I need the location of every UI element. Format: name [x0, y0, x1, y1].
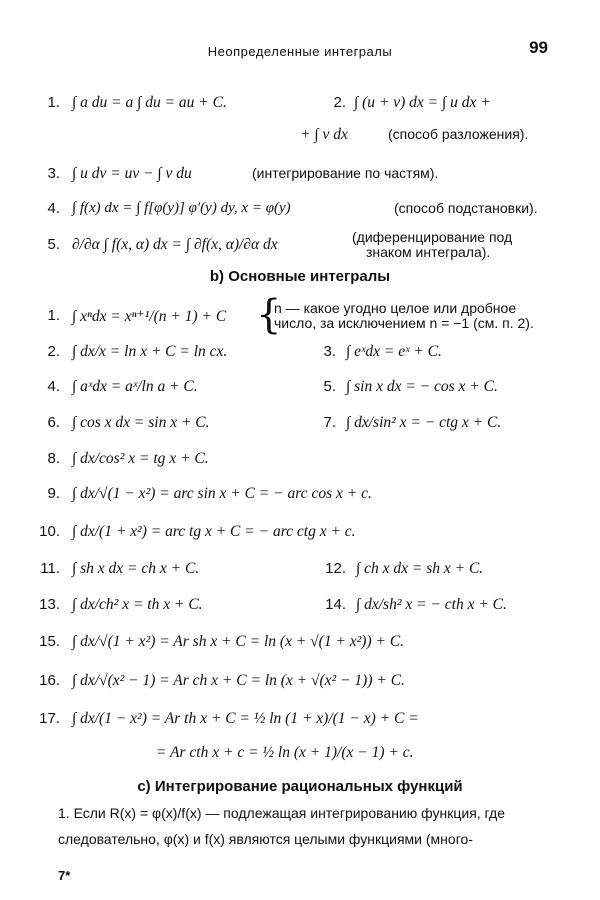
- formula-number: 14.: [325, 596, 346, 613]
- formula: ∫ eˣdx = eˣ + C.: [346, 343, 442, 360]
- formula-number: 2.: [333, 94, 346, 111]
- page-number: 99: [529, 38, 548, 57]
- formula-note-line: (диференцирование под: [352, 229, 513, 245]
- formula: ∫ cos x dx = sin x + C.: [72, 414, 210, 431]
- running-header-title: Неопределенные интегралы: [207, 44, 393, 59]
- formula: ∫ dx/√(1 − x²) = arc sin x + C = − arc cos x + c.: [72, 485, 372, 502]
- formula-note: (способ разложения).: [388, 126, 529, 142]
- formula: ∫ sin x dx = − cos x + C.: [346, 378, 498, 395]
- formula-number: 12.: [325, 560, 346, 577]
- paragraph: 1. Если R(x) = φ(x)/f(x) — подлежащая интегрированию функция, где следовательно, φ(x) и f(x) являются целыми функциями (много-: [58, 805, 505, 847]
- formula-number: 13.: [39, 596, 60, 613]
- formula-number: 1.: [47, 94, 60, 111]
- formula-number: 8.: [47, 450, 60, 467]
- formula-number: 4.: [47, 378, 60, 395]
- formula: ∫ dx/sh² x = − cth x + C.: [356, 596, 507, 613]
- formula: ∫ (u + v) dx = ∫ u dx +: [354, 94, 491, 111]
- formula: = Ar cth x + c = ½ ln (x + 1)/(x − 1) + c.: [156, 744, 414, 761]
- formula: ∫ dx/(1 − x²) = Ar th x + C = ½ ln (1 + x)/(1 − x) + C =: [72, 710, 419, 727]
- section-heading-b: b) Основные интегралы: [209, 268, 391, 285]
- formula-number: 11.: [40, 560, 60, 577]
- formula-number: 16.: [39, 672, 60, 689]
- formula-note: [274, 301, 534, 331]
- formula-note-line: n — какое угодно целое или дробное: [274, 300, 517, 316]
- formula-number: 1.: [47, 307, 60, 324]
- formula: ∫ dx/√(1 + x²) = Ar sh x + C = ln (x + √(1 + x²)) + C.: [72, 633, 405, 650]
- formula: ∫ a du = a ∫ du = au + C.: [72, 94, 227, 111]
- formula-note-line: знаком интеграла).: [366, 244, 491, 260]
- formula-number: 9.: [47, 485, 60, 502]
- formula-number: 7.: [323, 414, 336, 431]
- formula-number: 3.: [47, 165, 60, 182]
- signature-mark: 7*: [58, 868, 71, 883]
- formula: ∫ aˣdx = aˣ/ln a + C.: [72, 378, 198, 395]
- formula-note-line: число, за исключением n = −1 (см. п. 2).: [274, 315, 534, 331]
- formula: ∫ dx/cos² x = tg x + C.: [72, 450, 209, 467]
- formula: ∫ ch x dx = sh x + C.: [356, 560, 484, 577]
- formula-note: (интегрирование по частям).: [252, 165, 439, 181]
- formula-number: 4.: [47, 200, 60, 217]
- formula-number: 15.: [39, 633, 60, 650]
- formula-number: 5.: [47, 236, 60, 253]
- formula-note: (способ подстановки).: [394, 200, 538, 216]
- formula-number: 2.: [47, 343, 60, 360]
- formula: ∫ dx/(1 + x²) = arc tg x + C = − arc ctg x + c.: [72, 523, 356, 540]
- formula-number: 5.: [323, 378, 336, 395]
- formula: + ∫ v dx: [300, 126, 348, 143]
- formula: ∫ dx/√(x² − 1) = Ar ch x + C = ln (x + √(x² − 1)) + C.: [72, 672, 405, 689]
- formula: ∫ sh x dx = ch x + C.: [72, 560, 200, 577]
- formula-number: 6.: [47, 414, 60, 431]
- formula: ∫ xⁿdx = xⁿ⁺¹/(n + 1) + C: [72, 308, 227, 325]
- curly-brace-icon: {: [256, 292, 282, 338]
- section-heading-c: c) Интегрирование рациональных функций: [137, 778, 463, 795]
- formula-number: 17.: [39, 710, 60, 727]
- formula: ∫ dx/ch² x = th x + C.: [72, 596, 203, 613]
- formula: ∫ u dv = uv − ∫ v du: [72, 165, 192, 182]
- formula: ∫ dx/sin² x = − ctg x + C.: [346, 414, 502, 431]
- formula: ∫ dx/x = ln x + C = ln cx.: [72, 343, 228, 360]
- formula: ∂/∂α ∫ f(x, α) dx = ∫ ∂f(x, α)/∂α dx: [72, 236, 278, 253]
- formula-note: [352, 230, 512, 260]
- formula-number: 10.: [39, 523, 60, 540]
- formula-number: 3.: [323, 343, 336, 360]
- formula: ∫ f(x) dx = ∫ f[φ(y)] φ′(y) dy, x = φ(y): [72, 200, 291, 216]
